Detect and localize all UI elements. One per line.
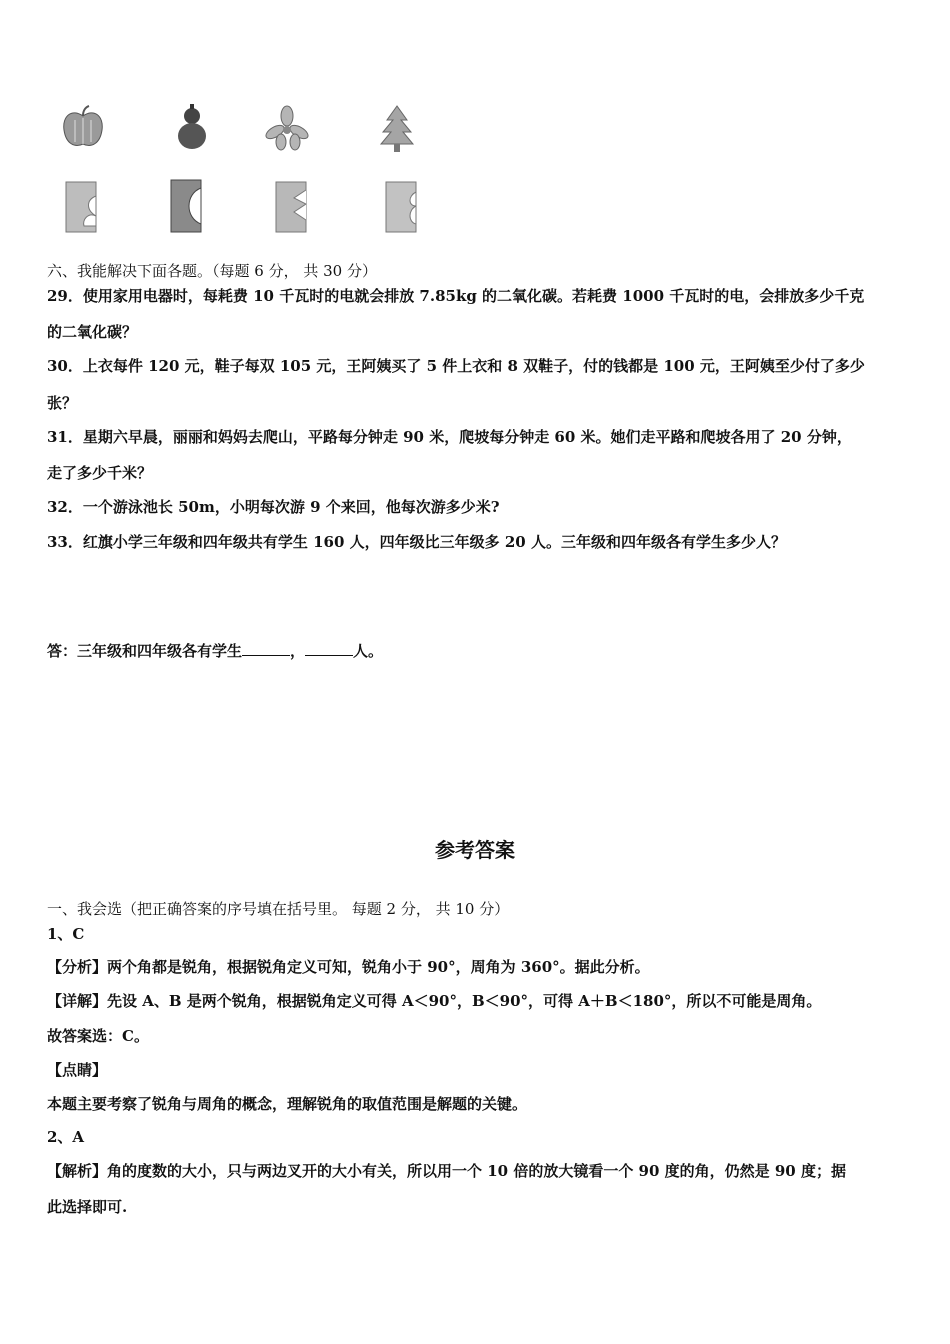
answers-section1-heading: 一、我会选（把正确答案的序号填在括号里。 每题 2 分， 共 10 分） [47,900,510,918]
question-33: 33．红旗小学三年级和四年级共有学生 160 人，四年级比三年级多 20 人。三年级和四年级各有学生多少人？ [47,533,786,551]
answer-blank-grade4[interactable] [305,641,353,656]
answer-1-choice: 故答案选：C。 [47,1027,149,1045]
question-30-line2: 张？ [47,394,78,412]
answer-2-line1: 【解析】角的度数的大小，只与两边叉开的大小有关，所以用一个 10 倍的放大镜看一个 90 度的角，仍然是 90 度；据 [47,1162,846,1180]
answer-1: 1、C [47,925,85,943]
answer-2: 2、A [47,1128,85,1146]
answer-suffix: 人。 [353,642,384,660]
answer-line-33 [47,641,383,661]
answer-prefix: 答：三年级和四年级各有学生 [47,642,243,660]
question-32: 32．一个游泳池长 50m，小明每次游 9 个来回，他每次游多少米? [47,498,500,516]
answer-1-analysis: 【分析】两个角都是锐角，根据锐角定义可知，锐角小于 90°，周角为 360°。据此分析。 [47,958,650,976]
apple-shape-icon [58,100,108,160]
answer-separator: ， [290,642,306,660]
folded-paper-a-icon [58,176,108,236]
shapes-row [58,100,428,160]
answer-2-line2: 此选择即可. [47,1198,128,1216]
folded-paper-d-icon [378,176,428,236]
answer-1-tip: 本题主要考察了锐角与周角的概念，理解锐角的取值范围是解题的关键。 [47,1095,528,1113]
folded-paper-c-icon [268,176,318,236]
question-30-line1: 30．上衣每件 120 元，鞋子每双 105 元，王阿姨买了 5 件上衣和 8 双鞋子，付的钱都是 100 元，王阿姨至少付了多少 [47,357,865,375]
folded-paper-b-icon [163,176,213,236]
folded-paper-row [58,176,428,236]
question-31-line2: 走了多少千米？ [47,464,153,482]
answers-title: 参考答案 [435,838,515,862]
section6-heading: 六、我能解决下面各题。（每题 6 分， 共 30 分） [47,262,377,280]
answer-1-tip-label: 【点睛】 [47,1061,108,1079]
question-29-line2: 的二氧化碳？ [47,323,138,341]
answer-blank-grade3[interactable] [242,641,290,656]
flower-shape-icon [263,100,313,160]
gourd-shape-icon [168,100,218,160]
tree-shape-icon [373,100,423,160]
question-29-line1: 29．使用家用电器时，每耗费 10 千瓦时的电就会排放 7.85kg 的二氧化碳。若耗费 1000 千瓦时的电，会排放多少千克 [47,287,865,305]
answer-1-detail: 【详解】先设 A、B 是两个锐角，根据锐角定义可得 A＜90°，B＜90°，可得 A＋B＜180°，所以不可能是周角。 [47,992,822,1010]
question-31-line1: 31．星期六早晨，丽丽和妈妈去爬山，平路每分钟走 90 米，爬坡每分钟走 60 米。她们走平路和爬坡各用了 20 分钟， [47,428,852,446]
